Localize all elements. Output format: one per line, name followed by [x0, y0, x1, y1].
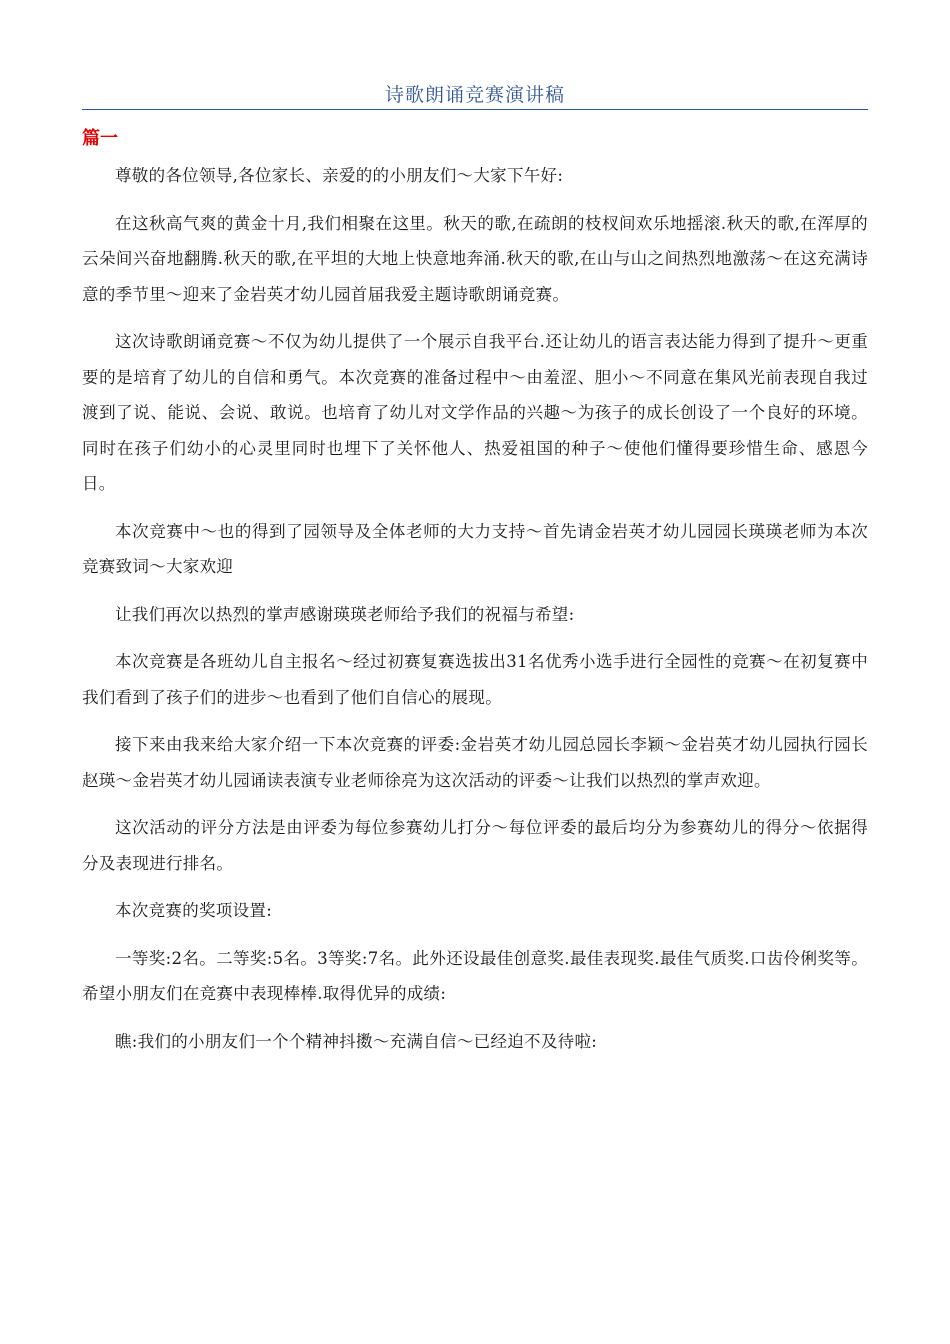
- paragraph-purpose: 这次诗歌朗诵竞赛～不仅为幼儿提供了一个展示自我平台.还让幼儿的语言表达能力得到了提升～更重要的是培育了幼儿的自信和勇气。本次竞赛的准备过程中～由羞涩、胆小～不同意在集风光前表现自我过渡到了说、能说、会说、敢说。也培育了幼儿对文学作品的兴趣～为孩子的成长创设了一个良好的环境。同时在孩子们幼小的心灵里同时也埋下了关怀他人、热爱祖国的种子～使他们懂得要珍惜生命、感恩今日。: [82, 332, 868, 493]
- title-divider: [82, 109, 868, 110]
- paragraph-thanks: 让我们再次以热烈的掌声感谢瑛瑛老师给予我们的祝福与希望:: [115, 604, 575, 624]
- section-heading: 篇一: [82, 128, 118, 149]
- paragraph-awards: 一等奖:2名。二等奖:5名。3等奖:7名。此外还设最佳创意奖.最佳表现奖.最佳气质奖.口齿伶俐奖等。希望小朋友们在竞赛中表现棒棒.取得优异的成绩:: [82, 948, 868, 1003]
- paragraph-awards-intro: 本次竞赛的奖项设置:: [115, 901, 273, 920]
- paragraph-greeting: 尊敬的各位领导,各位家长、亲爱的的小朋友们～大家下午好:: [115, 166, 564, 185]
- paragraph-support: 本次竞赛中～也的得到了园领导及全体老师的大力支持～首先请金岩英才幼儿园园长瑛瑛老师为本次竞赛致词～大家欢迎: [82, 521, 868, 576]
- paragraph-scoring: 这次活动的评分方法是由评委为每位参赛幼儿打分～每位评委的最后均分为参赛幼儿的得分～依据得分及表现进行排名。: [82, 818, 868, 873]
- paragraph-judges: 接下来由我来给大家介绍一下本次竞赛的评委:金岩英才幼儿园总园长李颖～金岩英才幼儿园执行园长赵瑛～金岩英才幼儿园诵读表演专业老师徐亮为这次活动的评委～让我们以热烈的掌声欢迎。: [82, 735, 868, 790]
- document-title: 诗歌朗诵竞赛演讲稿: [384, 84, 565, 106]
- paragraph-autumn: 在这秋高气爽的黄金十月,我们相聚在这里。秋天的歌,在疏朗的枝杈间欢乐地摇滚.秋天的歌,在浑厚的云朵间兴奋地翻腾.秋天的歌,在平坦的大地上快意地奔涌.秋天的歌,在山与山之间热烈地激荡～在这充满诗意的季节里～迎来了金岩英才幼儿园首届我爱主题诗歌朗诵竞赛。: [82, 213, 868, 304]
- document-body: [82, 158, 868, 1071]
- paragraph-selection: 本次竞赛是各班幼儿自主报名～经过初赛复赛选拔出31名优秀小选手进行全园性的竞赛～在初复赛中我们看到了孩子们的进步～也看到了他们自信心的展现。: [82, 652, 868, 707]
- paragraph-closing: 瞧:我们的小朋友们一个个精神抖擞～充满自信～已经迫不及待啦:: [115, 1031, 598, 1051]
